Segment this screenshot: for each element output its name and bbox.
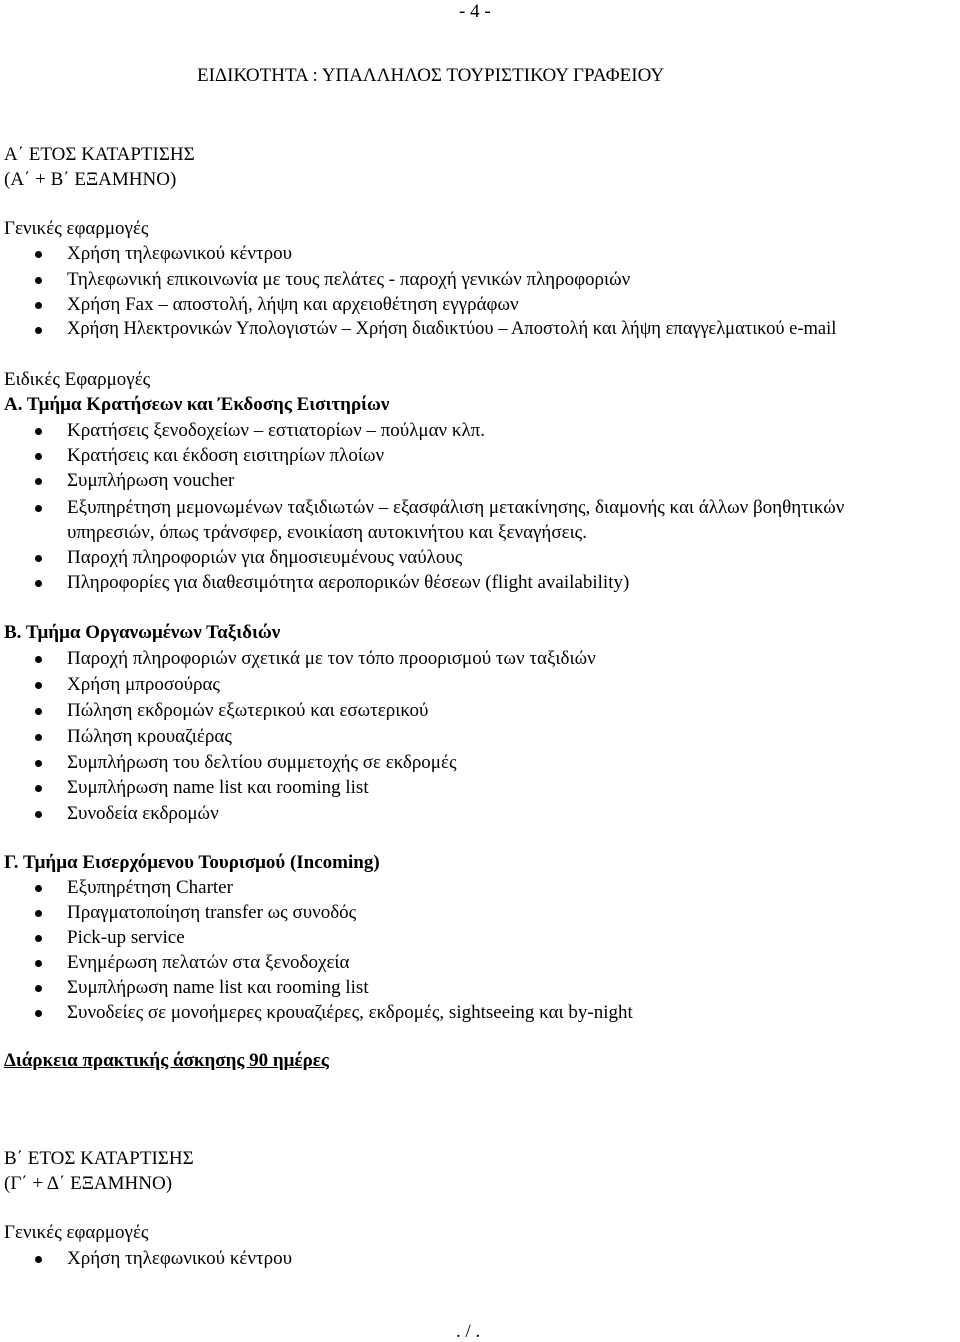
list-item: Χρήση Fax – αποστολή, λήψη και αρχειοθέτηση εγγράφων (67, 294, 519, 315)
list-item: Χρήση τηλεφωνικού κέντρου (67, 243, 292, 264)
specific-apps-heading: Ειδικές Εφαρμογές (4, 369, 151, 390)
list-item: Συμπλήρωση name list και rooming list (67, 977, 369, 998)
bullet-icon (35, 811, 42, 818)
dept-b-heading: Β. Τμήμα Οργανωμένων Ταξιδιών (4, 622, 281, 643)
bullet-icon (35, 1256, 42, 1263)
year-b-semesters: (Γ΄ + Δ΄ ΕΞΑΜΗΝΟ) (4, 1173, 173, 1194)
list-item: Χρήση Ηλεκτρονικών Υπολογιστών – Χρήση διαδικτύου – Αποστολή και λήψη επαγγελματικού e-mail (67, 319, 837, 339)
continuation-mark: . / . (456, 1321, 481, 1342)
bullet-icon (35, 428, 42, 435)
page-number: - 4 - (459, 1, 491, 22)
list-item: Pick-up service (67, 927, 185, 948)
bullet-icon (35, 277, 42, 284)
list-item: Συνοδείες σε μονοήμερες κρουαζιέρες, εκδρομές, sightseeing και by-night (67, 1002, 633, 1023)
list-item-continuation: υπηρεσιών, όπως τράνσφερ, ενοικίαση αυτοκινήτου και ξεναγήσεις. (67, 522, 587, 543)
bullet-icon (35, 910, 42, 917)
dept-a-heading: Α. Τμήμα Κρατήσεων και Έκδοσης Εισιτηρίων (4, 394, 390, 415)
year-b-title: Β΄ ΕΤΟΣ ΚΑΤΑΡΤΙΣΗΣ (4, 1148, 194, 1169)
bullet-icon (35, 885, 42, 892)
list-item: Κρατήσεις ξενοδοχείων – εστιατορίων – πούλμαν κλπ. (67, 420, 486, 441)
bullet-icon (35, 327, 42, 334)
bullet-icon (35, 760, 42, 767)
practice-duration: Διάρκεια πρακτικής άσκησης 90 ημέρες (4, 1050, 329, 1071)
bullet-icon (35, 734, 42, 741)
list-item: Συνοδεία εκδρομών (67, 803, 219, 824)
list-item: Παροχή πληροφοριών για δημοσιευμένους ναύλους (67, 547, 463, 568)
bullet-icon (35, 478, 42, 485)
year-b-general-heading: Γενικές εφαρμογές (4, 1222, 149, 1243)
list-item: Ενημέρωση πελατών στα ξενοδοχεία (67, 952, 350, 973)
bullet-icon (35, 708, 42, 715)
list-item: Τηλεφωνική επικοινωνία με τους πελάτες - παροχή γενικών πληροφοριών (67, 269, 631, 290)
bullet-icon (35, 453, 42, 460)
bullet-icon (35, 580, 42, 587)
specialty-title: ΕΙΔΙΚΟΤΗΤΑ : ΥΠΑΛΛΗΛΟΣ ΤΟΥΡΙΣΤΙΚΟΥ ΓΡΑΦΕΙΟΥ (197, 65, 665, 86)
bullet-icon (35, 505, 42, 512)
general-apps-heading: Γενικές εφαρμογές (4, 218, 149, 239)
bullet-icon (35, 960, 42, 967)
bullet-icon (35, 1010, 42, 1017)
bullet-icon (35, 555, 42, 562)
list-item: Πραγματοποίηση transfer ως συνοδός (67, 902, 357, 923)
list-item: Εξυπηρέτηση Charter (67, 877, 233, 898)
bullet-icon (35, 935, 42, 942)
bullet-icon (35, 785, 42, 792)
year-a-title: Α΄ ΕΤΟΣ ΚΑΤΑΡΤΙΣΗΣ (4, 144, 195, 165)
list-item: Συμπλήρωση name list και rooming list (67, 777, 369, 798)
dept-c-heading: Γ. Τμήμα Εισερχόμενου Τουρισμού (Incoming) (4, 852, 380, 873)
list-item: Χρήση μπροσούρας (67, 674, 220, 695)
list-item: Πληροφορίες για διαθεσιμότητα αεροπορικών θέσεων (flight availability) (67, 572, 630, 593)
bullet-icon (35, 251, 42, 258)
year-a-semesters: (Α΄ + Β΄ ΕΞΑΜΗΝΟ) (4, 169, 177, 190)
list-item: Συμπλήρωση voucher (67, 470, 235, 491)
list-item: Πώληση εκδρομών εξωτερικού και εσωτερικού (67, 700, 429, 721)
bullet-icon (35, 682, 42, 689)
list-item: Κρατήσεις και έκδοση εισιτηρίων πλοίων (67, 445, 385, 466)
list-item: Παροχή πληροφοριών σχετικά με τον τόπο προορισμού των ταξιδιών (67, 648, 596, 669)
bullet-icon (35, 302, 42, 309)
list-item: Πώληση κρουαζιέρας (67, 726, 232, 747)
bullet-icon (35, 985, 42, 992)
bullet-icon (35, 656, 42, 663)
list-item: Εξυπηρέτηση μεμονωμένων ταξιδιωτών – εξασφάλιση μετακίνησης, διαμονής και άλλων βοηθητικών (67, 497, 845, 518)
list-item: Χρήση τηλεφωνικού κέντρου (67, 1248, 292, 1269)
list-item: Συμπλήρωση του δελτίου συμμετοχής σε εκδρομές (67, 752, 457, 773)
